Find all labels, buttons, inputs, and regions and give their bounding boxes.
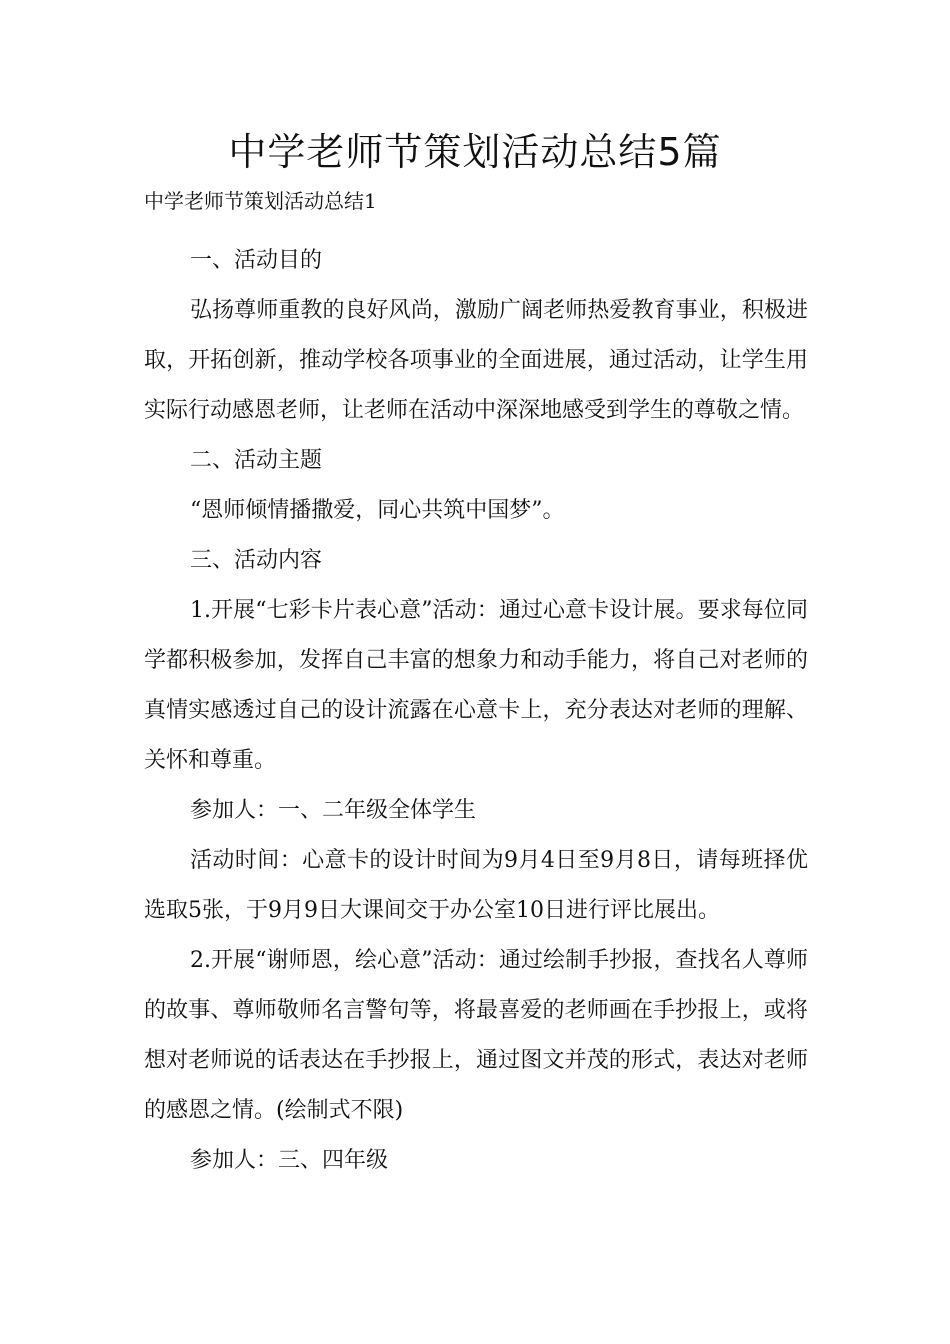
paragraph-activity-2: 2.开展“谢师恩，绘心意”活动：通过绘制手抄报，查找名人尊师的故事、尊师敬师名言警句等，将最喜爱的老师画在手抄报上，或将想对老师说的话表达在手抄报上，通过图文并茂的形式，表达对老师的感恩之情。(绘制式不限)	[144, 948, 808, 1123]
paragraph-participants-1: 参加人：一、二年级全体学生	[190, 798, 477, 823]
paragraph-activity-1: 1.开展“七彩卡片表心意”活动：通过心意卡设计展。要求每位同学都积极参加，发挥自己丰富的想象力和动手能力，将自己对老师的真情实感透过自己的设计流露在心意卡上，充分表达对老师的理解、关怀和尊重。	[144, 598, 808, 773]
paragraph-time-1: 活动时间：心意卡的设计时间为9月4日至9月8日，请每班择优选取5张，于9月9日大课间交于办公室10日进行评比展出。	[144, 848, 808, 923]
heading-purpose: 一、活动目的	[190, 248, 323, 273]
heading-content: 三、活动内容	[190, 548, 323, 573]
paragraph-theme: “恩师倾情播撒爱，同心共筑中国梦”。	[190, 498, 565, 523]
document-body	[144, 236, 808, 1186]
document-title: 中学老师节策划活动总结5篇	[228, 130, 722, 174]
paragraph-purpose: 弘扬尊师重教的良好风尚，激励广阔老师热爱教育事业，积极进取，开拓创新，推动学校各项事业的全面进展，通过活动，让学生用实际行动感恩老师，让老师在活动中深深地感受到学生的尊敬之情。	[144, 298, 808, 423]
heading-theme: 二、活动主题	[190, 448, 323, 473]
paragraph-participants-2: 参加人：三、四年级	[190, 1148, 389, 1173]
section-subtitle: 中学老师节策划活动总结1	[144, 189, 377, 213]
